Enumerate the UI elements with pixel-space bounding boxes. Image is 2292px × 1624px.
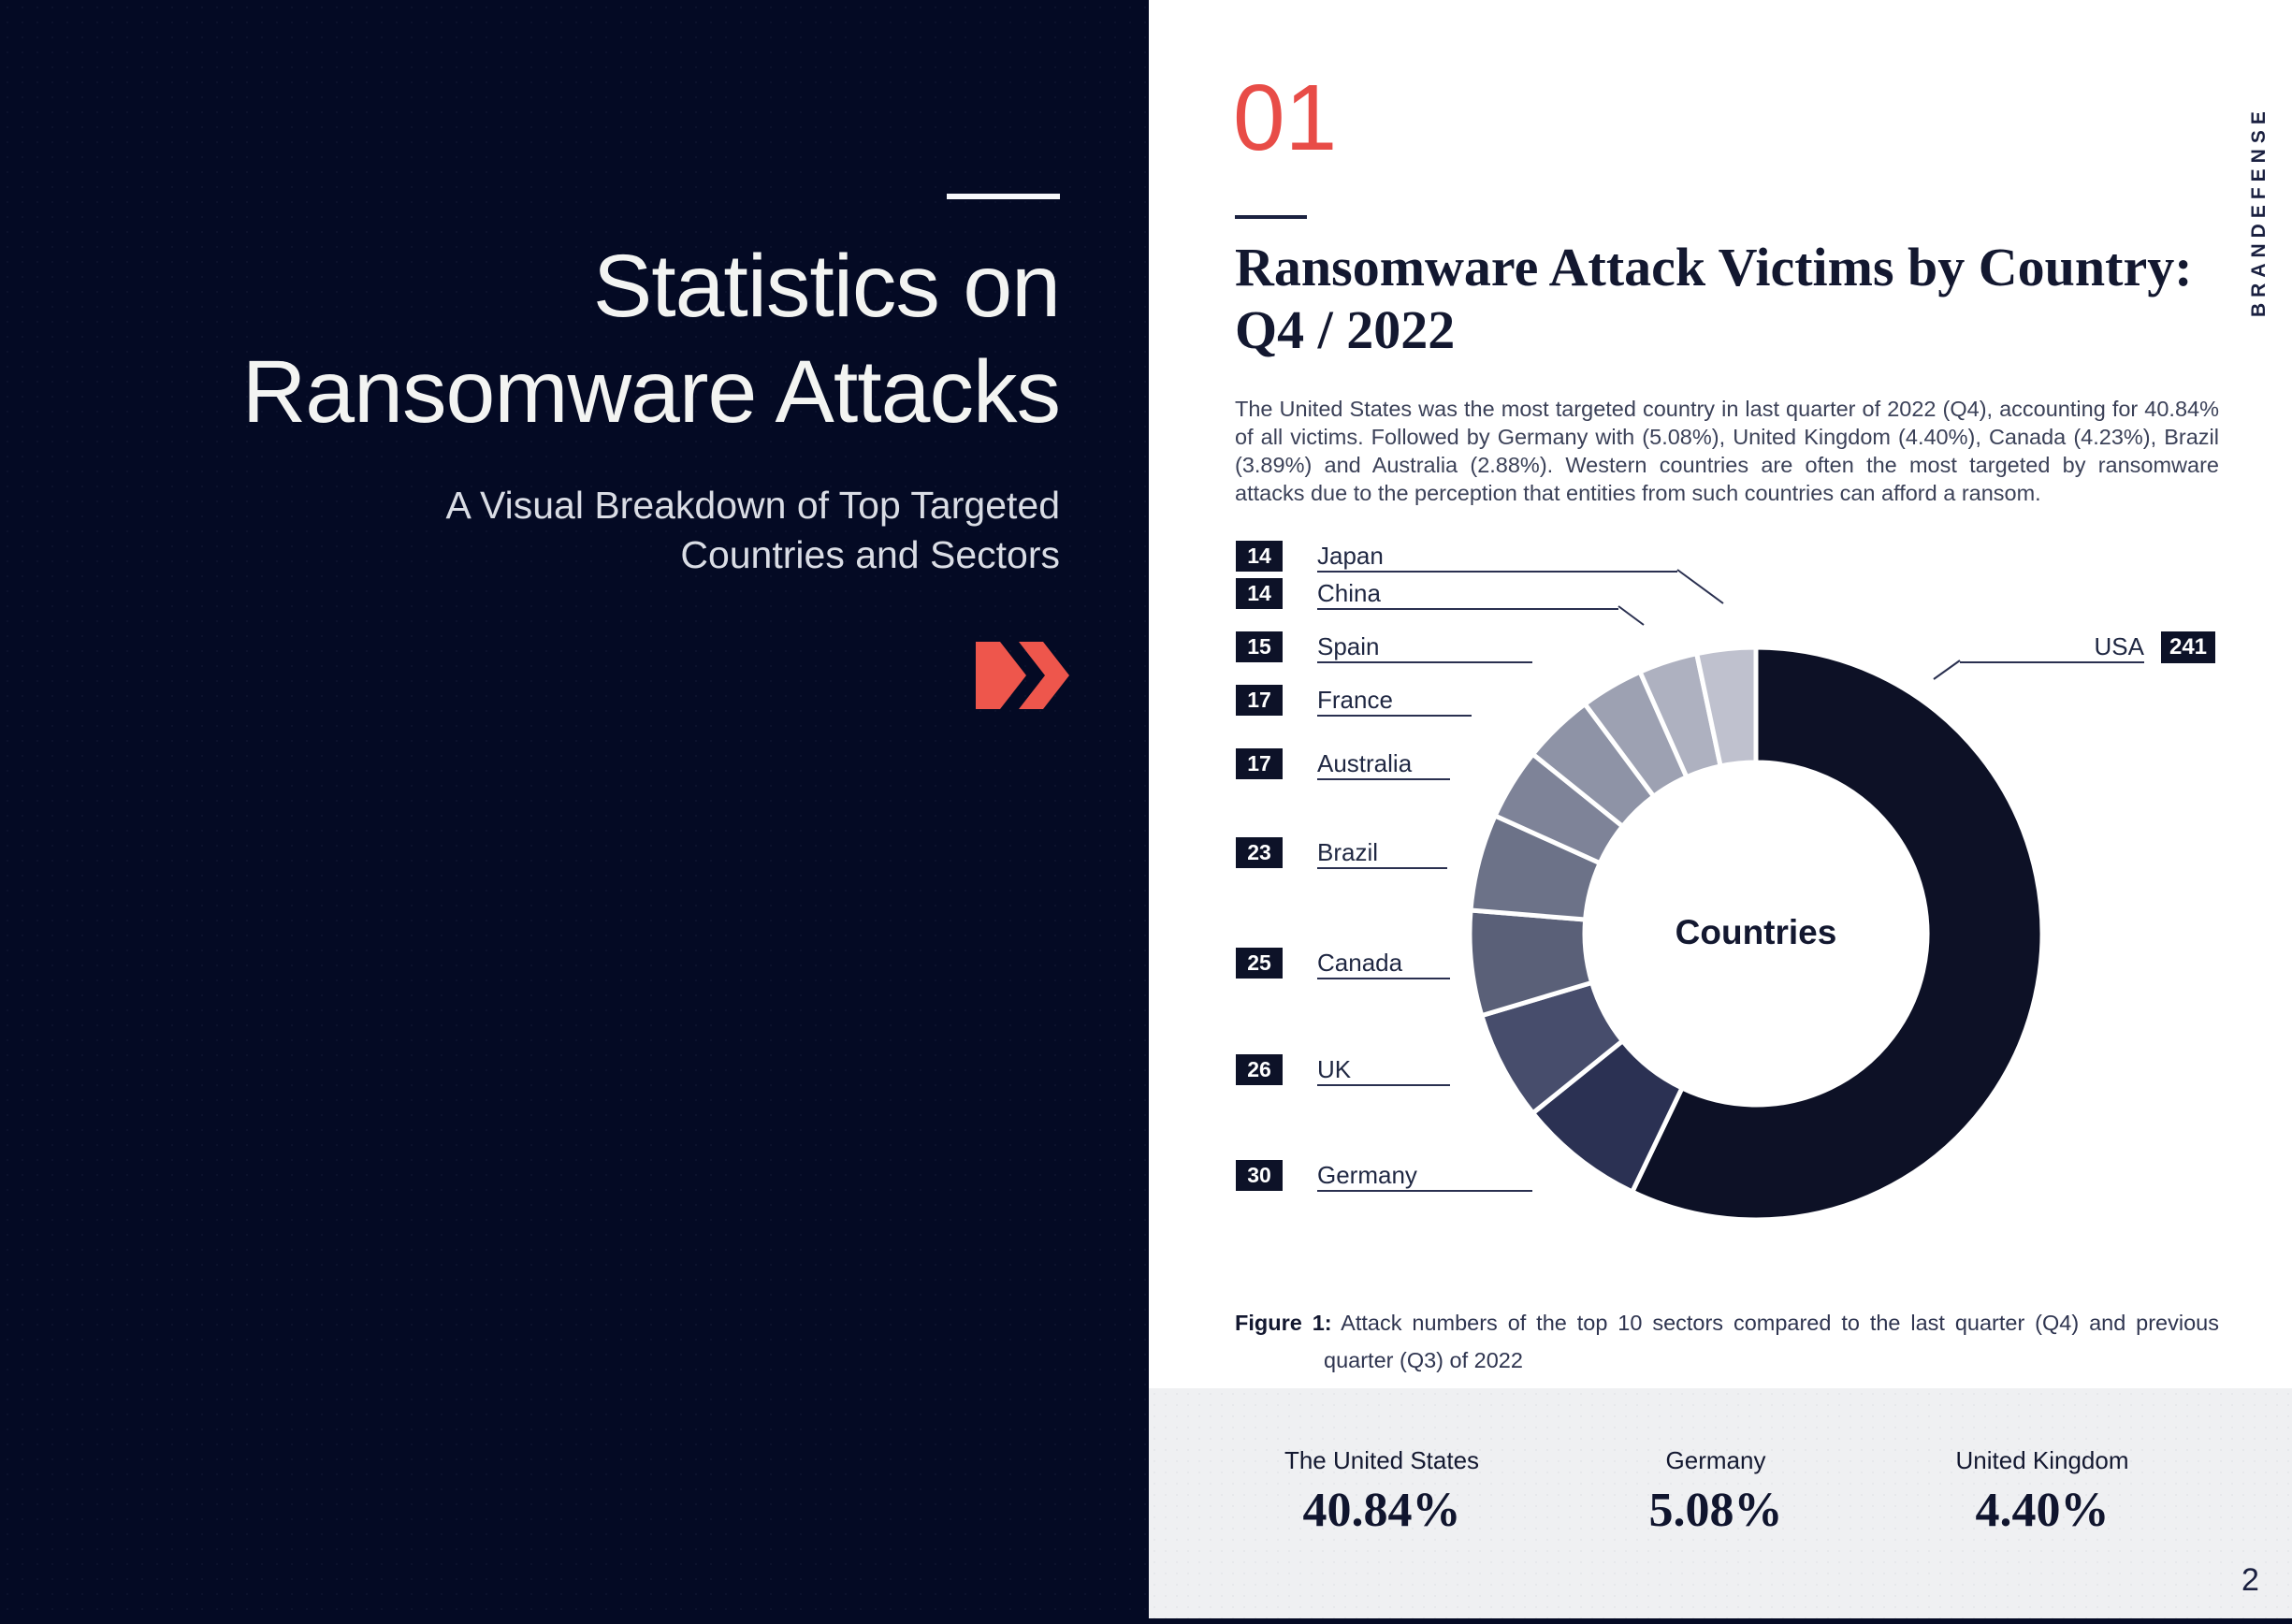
stat-label: The United States (1284, 1446, 1480, 1474)
chart-label-usa: USA (2094, 632, 2144, 660)
stat-value: 4.40% (1975, 1484, 2110, 1537)
chart-label-underline-china (1317, 608, 1618, 610)
bottom-edge-strip (0, 1618, 2292, 1624)
chart-label-underline-brazil (1317, 867, 1447, 869)
page-subtitle-line2: Countries and Sectors (680, 533, 1060, 576)
chart-label-australia: Australia (1317, 749, 1413, 777)
chart-callout-lines (1441, 524, 2152, 720)
chart-label-japan: Japan (1317, 542, 1384, 570)
page-subtitle-line1: A Visual Breakdown of Top Targeted (445, 484, 1060, 527)
section-number: 01 (1233, 65, 1338, 170)
page-subtitle (0, 481, 1060, 580)
chart-label-underline-uk (1317, 1084, 1450, 1086)
chart-label-uk: UK (1317, 1055, 1352, 1083)
chart-value-badge-france: 17 (1236, 685, 1283, 716)
stat-value: 40.84% (1302, 1484, 1461, 1537)
chart-label-underline-canada (1317, 978, 1450, 979)
key-stats-band (1149, 1388, 2292, 1624)
chart-label-germany: Germany (1317, 1161, 1417, 1189)
donut-center-label: Countries (1675, 913, 1837, 951)
page-title (0, 234, 1060, 445)
page-number: 2 (2241, 1562, 2259, 1598)
page-title-line1: Statistics on (592, 237, 1060, 336)
stat-block-germany (1557, 1446, 1875, 1538)
chart-label-spain: Spain (1317, 632, 1380, 660)
chart-value-badge-brazil: 23 (1236, 837, 1283, 868)
stat-label: Germany (1665, 1446, 1766, 1474)
section-divider-line (1235, 215, 1307, 219)
chart-label-underline-france (1317, 715, 1472, 717)
chart-label-usa-underline (1960, 661, 2144, 663)
figure-caption-label: Figure 1: (1235, 1310, 1332, 1335)
title-divider-line (947, 194, 1060, 199)
chart-value-badge-china: 14 (1236, 578, 1283, 609)
stat-block-united-kingdom (1883, 1446, 2201, 1538)
brand-logo-vertical: BRANDEFENSE (2248, 106, 2270, 317)
chart-value-badge-australia: 17 (1236, 748, 1283, 779)
stat-label: United Kingdom (1955, 1446, 2129, 1474)
chart-label-brazil: Brazil (1317, 838, 1379, 866)
section-heading-line1: Ransomware Attack Victims by Country: (1235, 237, 2193, 297)
double-chevron-icon (976, 642, 1071, 709)
chart-label-france: France (1317, 686, 1393, 714)
chart-value-badge-germany: 30 (1236, 1160, 1283, 1191)
chart-value-badge-japan: 14 (1236, 541, 1283, 572)
page-title-line2: Ransomware Attacks (241, 342, 1060, 442)
figure-caption (1235, 1304, 2219, 1379)
section-paragraph: The United States was the most targeted country in last quarter of 2022 (Q4), accounting for 40.84% of all victims. Followed by Germany with (5.08%), United Kingdom (4.40%), Canada (4.23%), Brazil (3.89%) and Australia (2.88%). Western countries are often the most targeted by ransomware attacks due to the perception that entities from such countries can afford a ransom. (1235, 396, 2219, 505)
chart-label-underline-germany (1317, 1190, 1532, 1192)
chart-value-badge-canada: 25 (1236, 948, 1283, 979)
figure-caption-text: Attack numbers of the top 10 sectors compared to the last quarter (Q4) and previous quarter (Q3) of 2022 (1324, 1310, 2219, 1372)
chart-label-canada: Canada (1317, 949, 1403, 977)
chart-value-badge-spain: 15 (1236, 631, 1283, 662)
section-heading (1235, 236, 2236, 361)
chart-label-china: China (1317, 579, 1381, 607)
chart-label-underline-spain (1317, 661, 1532, 663)
chart-value-badge-uk: 26 (1236, 1054, 1283, 1085)
chart-label-underline-japan (1317, 571, 1677, 573)
chart-value-badge-usa: 241 (2161, 631, 2215, 663)
stat-block-the-united-states (1223, 1446, 1541, 1538)
stat-value: 5.08% (1648, 1484, 1783, 1537)
section-heading-line2: Q4 / 2022 (1235, 299, 1456, 360)
chart-label-underline-australia (1317, 778, 1450, 780)
